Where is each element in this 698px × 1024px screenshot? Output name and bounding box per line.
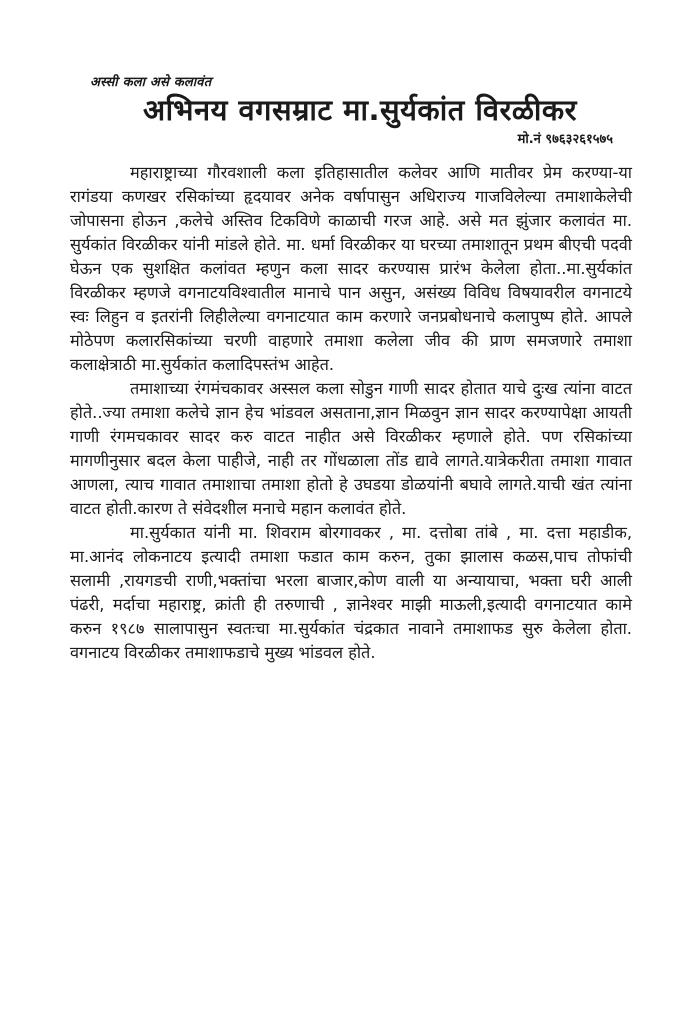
phone-number: मो.नं ९७६३२६१५७५ xyxy=(517,132,613,147)
paragraph-2: तमाशाच्या रंगमंचकावर अस्सल कला सोडुन गाणी सादर होतात याचे दुःख त्यांना वाटत होते..ज्या तमाशा कलेचे ज्ञान हेच भांडवल असताना,ज्ञान मिळवुन ज्ञान सादर करण्यापेक्षा आयती गाणी रंगमचकावर सादर करु वाटत नाहीत असे विरळीकर म्हणाले होते. पण रसिकांच्या मागणीनुसार बदल केला पाहीजे, नाही तर गोंधळाला तोंड द्यावे लागते.यात्रेकरीता तमाशा गावात आणला, त्याच गावात तमाशाचा तमाशा होतो हे उघडया डोळयांनी बघावे लागते.याची खंत त्यांना वाटत होती.कारण ते संवेदशील मनाचे महान कलावंत होते. xyxy=(70,379,632,518)
article-body xyxy=(70,161,632,665)
column-kicker: अस्सी कला असे कलावंत xyxy=(90,75,212,90)
article-title: अभिनय वगसम्राट मा.सुर्यकांत विरळीकर xyxy=(142,93,578,127)
paragraph-1: महाराष्ट्राच्या गौरवशाली कला इतिहासातील कलेवर आणि मातीवर प्रेम करण्या-या रागंडया कणखर रसिकांच्या हृदयावर अनेक वर्षापासुन अधिराज्य गाजविलेल्या तमाशाकेलेची जोपासना होऊन ,कलेचे अस्तिव टिकविणे काळाची गरज आहे. असे मत झुंजार कलावंत मा. सुर्यकांत विरळीकर यांनी मांडले होते. मा. धर्मा विरळीकर या घरच्या तमाशातून प्रथम बीएची पदवी घेऊन एक सुशक्षित कलांवत म्हणुन कला सादर करण्यास प्रारंभ केलेला होता..मा.सुर्यकांत विरळीकर म्हणजे वगनाटयविश्वातील मानाचे पान असुन, असंख्य विविध विषयावरील वगनाटये स्वः लिहुन व इतरांनी लिहीलेल्या वगनाटयात काम करणारे जनप्रबोधनाचे कलापुष्प होते. आपले मोठेपण कलारसिकांच्या चरणी वाहणारे तमाशा कलेला जीव की प्राण समजणारे तमाशा कलाक्षेत्राठी मा.सुर्यकांत कलादिपस्तंभ आहेत. xyxy=(70,163,632,374)
paragraph-3: मा.सुर्यकात यांनी मा. शिवराम बोरगावकर , मा. दत्तोबा तांबे , मा. दत्ता महाडीक, मा.आनंद लोकनाटय इत्यादी तमाशा फडात काम करुन, तुका झालास कळस,पाच तोफांची सलामी ,रायगडची राणी,भक्तांचा भरला बाजार,कोण वाली या अन्यायाचा, भक्ता घरी आली पंढरी, मर्दाचा महाराष्ट्र, क्रांती ही तरुणाची , ज्ञानेश्वर माझी माऊली,इत्यादी वगनाटयात कामे करुन १९८७ सालापासुन स्वतःचा मा.सुर्यकांत चंद्रकात नावाने तमाशाफड सुरु केलेला होता. वगनाटय विरळीकर तमाशाफडाचे मुख्य भांडवल होते. xyxy=(70,523,632,662)
